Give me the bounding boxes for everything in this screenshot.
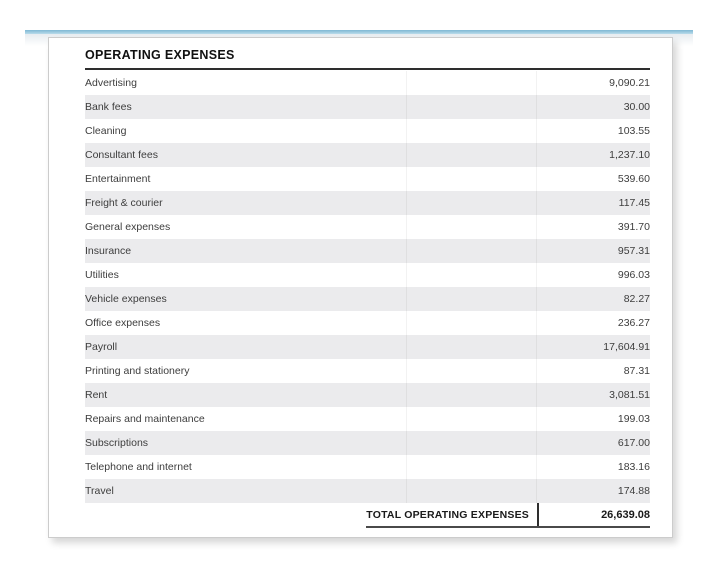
- expense-amount: 199.03: [617, 413, 650, 425]
- expense-amount: 539.60: [617, 173, 650, 185]
- expense-amount: 17,604.91: [603, 341, 650, 353]
- empty-cell: [407, 143, 537, 167]
- expense-amount: 82.27: [623, 293, 650, 305]
- empty-cell: [407, 191, 537, 215]
- expense-amount: 391.70: [617, 221, 650, 233]
- table-row: [85, 263, 650, 287]
- table-row: [85, 239, 650, 263]
- table-row: [85, 215, 650, 239]
- expense-label: Office expenses: [85, 311, 407, 335]
- section-title-underline: [85, 68, 650, 70]
- empty-cell: [407, 95, 537, 119]
- expense-amount: 957.31: [617, 245, 650, 257]
- expense-label: Insurance: [85, 239, 407, 263]
- table-row: [85, 143, 650, 167]
- expense-label: Printing and stationery: [85, 359, 407, 383]
- expense-label: General expenses: [85, 215, 407, 239]
- total-amount: 26,639.08: [601, 508, 650, 521]
- table-row: [85, 119, 650, 143]
- empty-cell: [407, 71, 537, 95]
- empty-cell: [407, 239, 537, 263]
- expense-amount: 30.00: [623, 101, 650, 113]
- expense-label: Consultant fees: [85, 143, 407, 167]
- table-row: [85, 335, 650, 359]
- table-row: [85, 167, 650, 191]
- expense-label: Cleaning: [85, 119, 407, 143]
- expense-amount: 996.03: [617, 269, 650, 281]
- expense-label: Subscriptions: [85, 431, 407, 455]
- total-label: TOTAL OPERATING EXPENSES: [366, 508, 529, 521]
- expense-label: Freight & courier: [85, 191, 407, 215]
- empty-cell: [407, 119, 537, 143]
- expense-amount: 3,081.51: [609, 389, 650, 401]
- expense-amount: 617.00: [617, 437, 650, 449]
- empty-cell: [407, 287, 537, 311]
- table-row: [85, 359, 650, 383]
- empty-cell: [407, 383, 537, 407]
- empty-cell: [407, 455, 537, 479]
- table-row: [85, 479, 650, 503]
- table-row: [85, 311, 650, 335]
- table-row: [85, 71, 650, 95]
- table-row: [85, 287, 650, 311]
- expense-amount: 117.45: [618, 197, 650, 209]
- expense-amount: 174.88: [617, 485, 650, 497]
- top-divider-line: [25, 30, 693, 34]
- total-row: [85, 503, 650, 528]
- expense-amount: 1,237.10: [609, 149, 650, 161]
- expense-amount: 9,090.21: [609, 77, 650, 89]
- expense-label: Advertising: [85, 71, 407, 95]
- expense-label: Payroll: [85, 335, 407, 359]
- empty-cell: [407, 359, 537, 383]
- expense-label: Telephone and internet: [85, 455, 407, 479]
- expense-label: Vehicle expenses: [85, 287, 407, 311]
- empty-cell: [407, 431, 537, 455]
- table-row: [85, 431, 650, 455]
- empty-cell: [407, 479, 537, 503]
- table-row: [85, 383, 650, 407]
- expense-label: Bank fees: [85, 95, 407, 119]
- empty-cell: [407, 167, 537, 191]
- expenses-table: [85, 71, 650, 503]
- table-row: [85, 191, 650, 215]
- expense-label: Entertainment: [85, 167, 407, 191]
- expense-amount: 236.27: [617, 317, 650, 329]
- expense-label: Travel: [85, 479, 407, 503]
- expense-amount: 103.55: [617, 125, 650, 137]
- empty-cell: [407, 335, 537, 359]
- table-row: [85, 407, 650, 431]
- expense-label: Utilities: [85, 263, 407, 287]
- report-card: [48, 37, 673, 538]
- section-title: OPERATING EXPENSES: [85, 48, 235, 62]
- table-row: [85, 455, 650, 479]
- empty-cell: [407, 215, 537, 239]
- empty-cell: [407, 407, 537, 431]
- expense-amount: 183.16: [617, 461, 650, 473]
- table-row: [85, 95, 650, 119]
- empty-cell: [407, 263, 537, 287]
- empty-cell: [407, 311, 537, 335]
- expense-label: Repairs and maintenance: [85, 407, 407, 431]
- expense-label: Rent: [85, 383, 407, 407]
- expense-amount: 87.31: [623, 365, 650, 377]
- total-box: [366, 503, 650, 528]
